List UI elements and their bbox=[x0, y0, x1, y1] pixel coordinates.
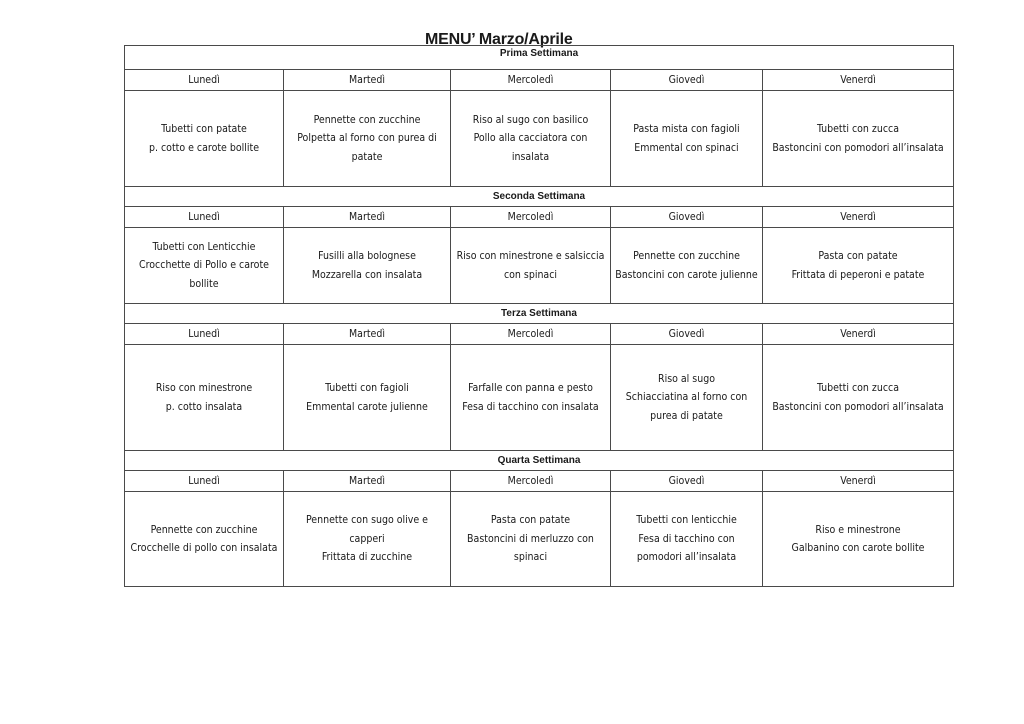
day-header-row bbox=[125, 207, 954, 228]
dish-text: Riso e minestrone bbox=[815, 523, 901, 536]
dish-text: Schiacciatina al forno con purea di patate bbox=[625, 391, 748, 422]
meal-cell bbox=[611, 91, 763, 187]
meal-cell bbox=[284, 492, 451, 587]
day-header-cell: Martedì bbox=[284, 471, 451, 492]
meal-cell bbox=[451, 492, 611, 587]
day-header-row bbox=[125, 324, 954, 345]
dish-text: Bastoncini con carote julienne bbox=[615, 268, 758, 281]
meal-cell bbox=[125, 492, 284, 587]
dish-text: Mozzarella con insalata bbox=[311, 268, 423, 281]
day-header-row bbox=[125, 471, 954, 492]
week-header-row bbox=[125, 304, 954, 324]
meal-cell bbox=[284, 91, 451, 187]
day-header-cell: Martedì bbox=[284, 207, 451, 228]
meal-cell bbox=[125, 228, 284, 304]
dish-text: Crocchelle di pollo con insalata bbox=[130, 542, 278, 554]
dish-text: Pasta con patate bbox=[818, 250, 898, 262]
dish-text: Riso al sugo bbox=[658, 372, 715, 385]
day-header-cell: Giovedì bbox=[611, 70, 763, 91]
day-header-cell: Venerdì bbox=[763, 207, 954, 228]
dish-text: Tubetti con fagioli bbox=[325, 382, 409, 394]
meal-cell bbox=[611, 492, 763, 587]
meal-cell bbox=[763, 345, 954, 451]
day-header-cell: Martedì bbox=[284, 324, 451, 345]
dish-text: Riso con minestrone e salsiccia con spinaci bbox=[456, 250, 605, 281]
day-header-cell: Venerdì bbox=[763, 324, 954, 345]
day-header-cell: Lunedì bbox=[125, 471, 284, 492]
dish-text: Bastoncini con pomodori all’insalata bbox=[772, 400, 944, 413]
dish-text: Frittata di zucchine bbox=[321, 551, 413, 564]
dish-row bbox=[125, 91, 954, 187]
dish-text: Emmental carote julienne bbox=[306, 400, 428, 413]
dish-text: Riso al sugo con basilico bbox=[472, 113, 589, 126]
dish-text: Tubetti con lenticchie bbox=[636, 514, 737, 527]
meal-cell bbox=[611, 345, 763, 451]
day-header-cell: Venerdì bbox=[763, 471, 954, 492]
dish-text: Polpetta al forno con purea di patate bbox=[297, 132, 437, 163]
dish-text: Tubetti con zucca bbox=[816, 123, 900, 135]
week-header-row bbox=[125, 451, 954, 471]
day-header-cell: Mercoledì bbox=[451, 471, 611, 492]
day-header-cell: Martedì bbox=[284, 70, 451, 91]
day-header-row bbox=[125, 70, 954, 91]
dish-text: Bastoncini di merluzzo con spinaci bbox=[467, 532, 594, 564]
dish-text: Pollo alla cacciatora con insalata bbox=[473, 132, 588, 163]
dish-text: Galbanino con carote bollite bbox=[791, 542, 925, 554]
day-header-cell: Giovedì bbox=[611, 471, 763, 492]
week-header-row bbox=[125, 187, 954, 207]
menu-table-body bbox=[125, 46, 954, 587]
dish-text: Riso con minestrone bbox=[155, 382, 253, 394]
dish-text: Fusilli alla bolognese bbox=[318, 250, 416, 262]
meal-cell bbox=[284, 228, 451, 304]
day-header-cell: Venerdì bbox=[763, 70, 954, 91]
page-title: MENU’ Marzo/Aprile bbox=[425, 31, 573, 48]
dish-text: Emmental con spinaci bbox=[634, 141, 739, 154]
week-title: Seconda Settimana bbox=[125, 187, 954, 207]
dish-text: Pasta mista con fagioli bbox=[633, 123, 740, 135]
day-header-cell: Lunedì bbox=[125, 207, 284, 228]
dish-text: Tubetti con patate bbox=[161, 123, 247, 135]
day-header-cell: Mercoledì bbox=[451, 207, 611, 228]
meal-cell bbox=[125, 91, 284, 187]
menu-table bbox=[124, 45, 954, 587]
meal-cell bbox=[451, 345, 611, 451]
meal-cell bbox=[451, 91, 611, 187]
dish-text: Pennette con zucchine bbox=[313, 113, 421, 126]
week-title: Prima Settimana bbox=[125, 46, 954, 70]
dish-row bbox=[125, 228, 954, 304]
dish-text: Tubetti con zucca bbox=[816, 382, 900, 394]
meal-cell bbox=[284, 345, 451, 451]
dish-text: Fesa di tacchino con pomodori all’insalata bbox=[636, 532, 737, 564]
meal-cell bbox=[763, 228, 954, 304]
dish-row bbox=[125, 492, 954, 587]
dish-text: Frittata di peperoni e patate bbox=[791, 268, 925, 281]
day-header-cell: Giovedì bbox=[611, 324, 763, 345]
meal-cell bbox=[125, 345, 284, 451]
meal-cell bbox=[451, 228, 611, 304]
week-title: Quarta Settimana bbox=[125, 451, 954, 471]
dish-row bbox=[125, 345, 954, 451]
dish-text: Pennette con zucchine bbox=[633, 250, 740, 262]
dish-text: p. cotto insalata bbox=[165, 400, 243, 413]
day-header-cell: Mercoledì bbox=[451, 70, 611, 91]
dish-text: Pasta con patate bbox=[490, 514, 571, 527]
dish-text: Pennette con zucchine bbox=[150, 523, 258, 536]
dish-text: Bastoncini con pomodori all’insalata bbox=[772, 141, 944, 154]
dish-text: p. cotto e carote bollite bbox=[148, 141, 260, 154]
day-header-cell: Giovedì bbox=[611, 207, 763, 228]
week-header-row bbox=[125, 46, 954, 70]
dish-text: Fesa di tacchino con insalata bbox=[462, 400, 599, 413]
meal-cell bbox=[763, 492, 954, 587]
dish-text: Tubetti con Lenticchie bbox=[152, 240, 256, 253]
meal-cell bbox=[611, 228, 763, 304]
meal-cell bbox=[763, 91, 954, 187]
day-header-cell: Lunedì bbox=[125, 70, 284, 91]
week-title: Terza Settimana bbox=[125, 304, 954, 324]
day-header-cell: Lunedì bbox=[125, 324, 284, 345]
day-header-cell: Mercoledì bbox=[451, 324, 611, 345]
dish-text: Crocchette di Pollo e carote bollite bbox=[139, 259, 269, 290]
dish-text: Pennette con sugo olive e capperi bbox=[305, 514, 429, 545]
dish-text: Farfalle con panna e pesto bbox=[468, 382, 593, 394]
